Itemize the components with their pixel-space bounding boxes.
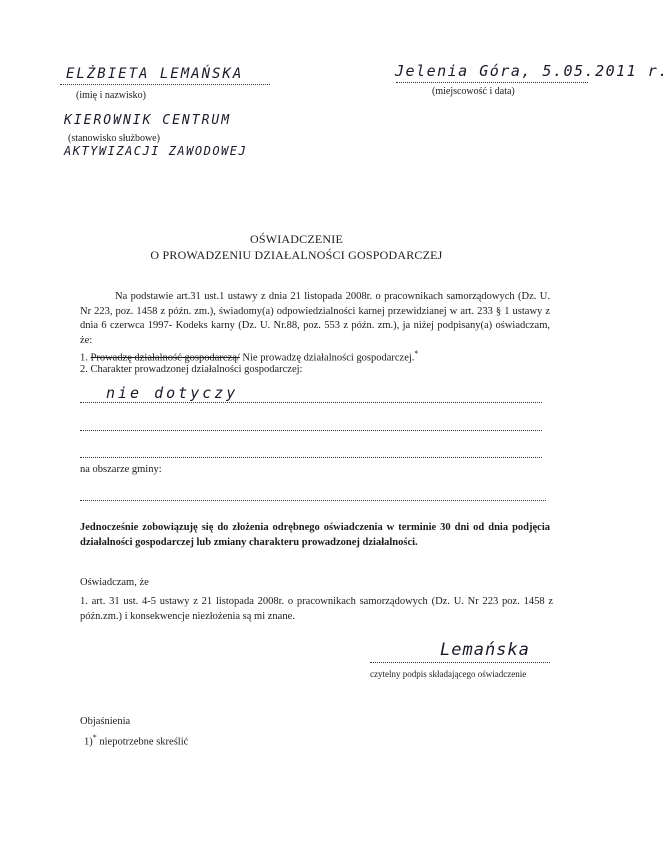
place-date-handwritten: Jelenia Góra, 5.05.2011 r.: [395, 62, 669, 80]
position-label: (stanowisko służbowe): [68, 133, 160, 144]
declare-intro: Oświadczam, że: [80, 577, 149, 588]
item1-footnote-mark: *: [414, 349, 419, 358]
item2-handwritten-answer: nie dotyczy: [106, 384, 239, 402]
note1-mark: *: [92, 733, 97, 742]
document-title-line1: OŚWIADCZENIE: [249, 232, 344, 246]
item1-selected-option: Nie prowadzę działalności gospodarczej.: [242, 352, 415, 364]
place-date-label: (miejscowość i data): [432, 86, 515, 97]
position-handwritten-2: AKTYWIZACJI ZAWODOWEJ: [64, 144, 248, 158]
intro-paragraph: Na podstawie art.31 ust.1 ustawy z dnia 21 listopada 2008r. o pracownikach samorządowych (Dz. U. Nr 223, poz. 1458 z późn. zm.), świadomy(a) odpowiedzialności karnej przewidzianej w art. 233 § 1 ustawy z dnia 6 czerwca 1997- Kodeks karny (Dz. U. Nr.88, poz. 553 z późn. zm.), ja niżej podpisany(a) oświadczam, że:: [80, 291, 550, 346]
document-title-line2: O PROWADZENIU DZIAŁALNOŚCI GOSPODARCZEJ: [150, 248, 443, 262]
item2-dotted-line-1: [80, 402, 542, 403]
signature-dotted-line: [370, 662, 550, 663]
note1-text: niepotrzebne skreślić: [99, 736, 189, 748]
notes-title: Objaśnienia: [80, 716, 131, 727]
position-handwritten-1: KIEROWNIK CENTRUM: [64, 113, 232, 128]
name-handwritten: ELŻBIETA LEMAŃSKA: [66, 66, 244, 82]
name-dotted-line: [60, 84, 270, 85]
signature-label: czytelny podpis składającego oświadczenie: [370, 669, 527, 679]
item1-prefix: 1.: [80, 352, 88, 364]
area-dotted-line: [80, 500, 546, 501]
area-label: na obszarze gminy:: [80, 464, 162, 475]
item2-label: 2. Charakter prowadzonej działalności gospodarczej:: [80, 364, 303, 375]
name-label: (imię i nazwisko): [76, 90, 146, 101]
note1: [84, 733, 188, 748]
note1-prefix: 1): [84, 736, 93, 748]
obligation-paragraph: Jednocześnie zobowiązuję się do złożenia odrębnego oświadczenia w terminie 30 dni od dnia podjęcia działalności gospodarczej lub zmiany charakteru prowadzonej działalności.: [80, 522, 550, 548]
signature-handwritten: Lemańska: [440, 640, 530, 660]
item2-dotted-line-3: [80, 457, 542, 458]
item1-line: [80, 349, 418, 364]
declare-text: 1. art. 31 ust. 4-5 ustawy z 21 listopada 2008r. o pracownikach samorządowych (Dz. U. Nr 223 poz. 1458 z późn.zm.) i konsekwencje niezłożenia są mi znane.: [80, 596, 553, 622]
item1-struck-option: Prowadzę działalność gospodarczą/: [90, 352, 240, 364]
item2-dotted-line-2: [80, 430, 542, 431]
place-date-dotted-line: [396, 82, 588, 83]
